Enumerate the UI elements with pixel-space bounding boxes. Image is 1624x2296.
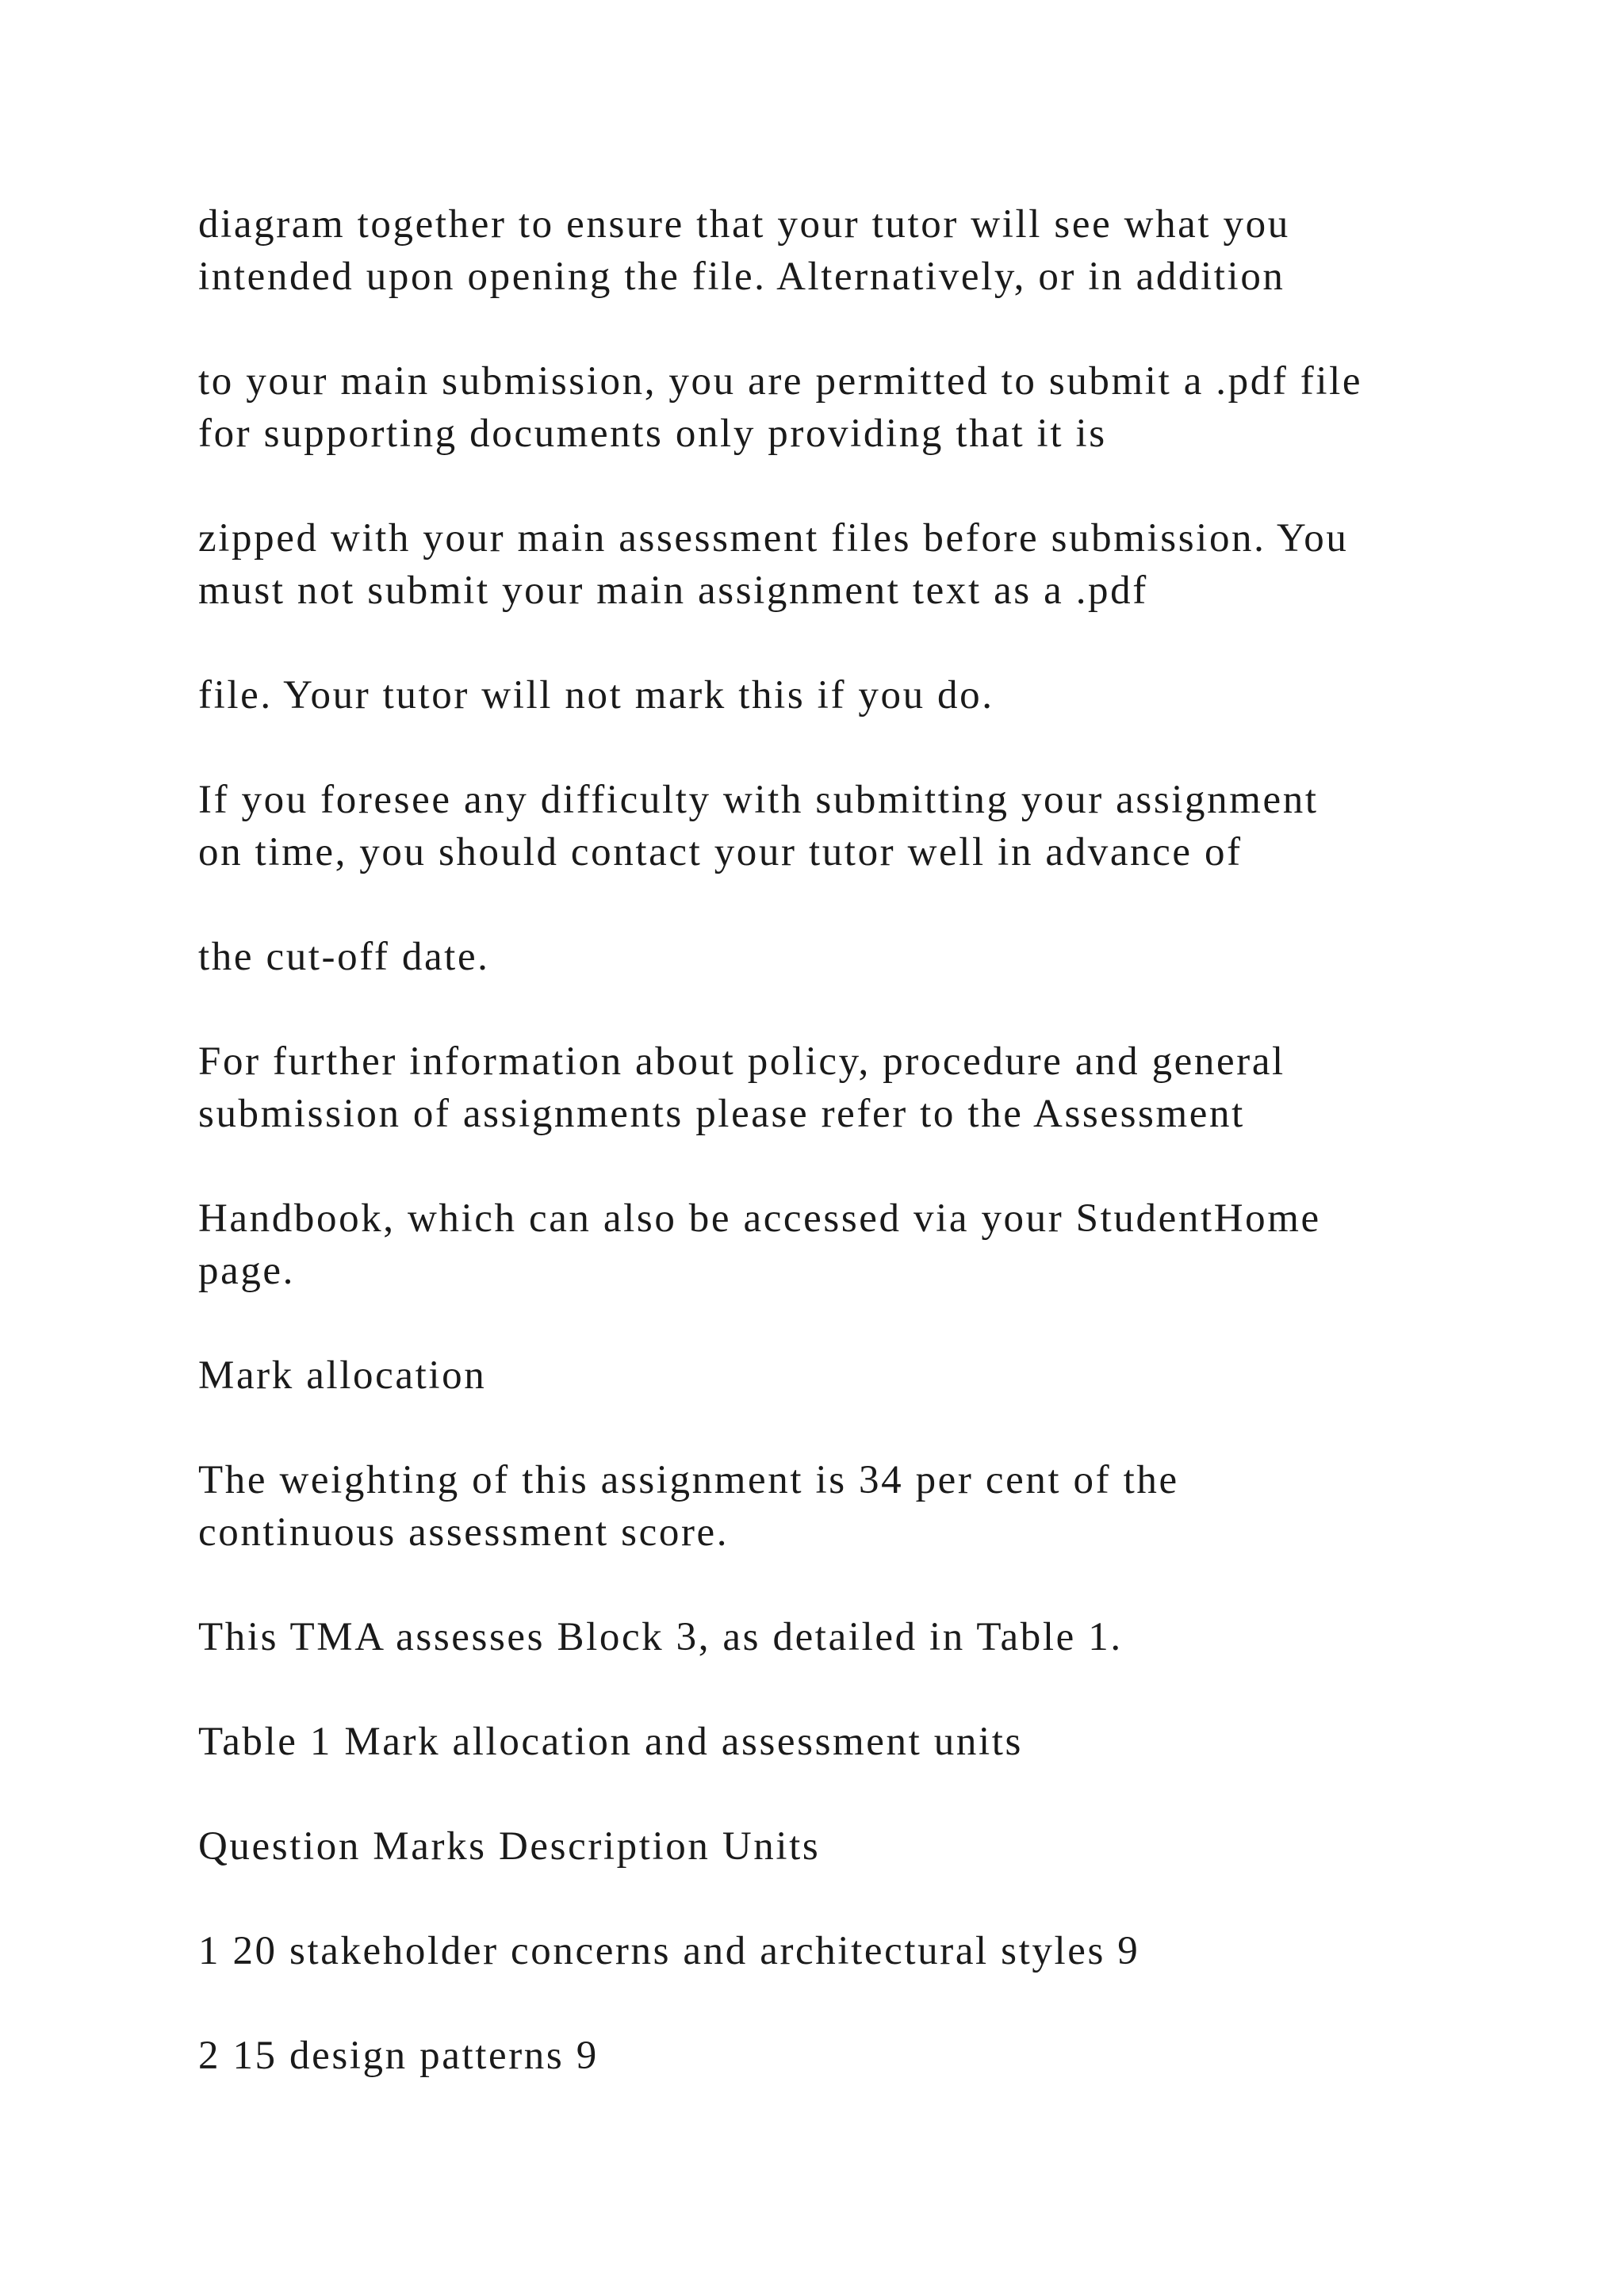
text-line: The weighting of this assignment is 34 per cent of the — [198, 1458, 1179, 1502]
text-line: Handbook, which can also be accessed via your StudentHome — [198, 1196, 1321, 1241]
text-line: If you foresee any difficulty with submitting your assignment — [198, 778, 1319, 822]
text-line: on time, you should contact your tutor well in advance of — [198, 830, 1243, 874]
text-line: file. Your tutor will not mark this if you do. — [198, 673, 994, 718]
text-line: For further information about policy, procedure and general — [198, 1039, 1285, 1084]
text-line: diagram together to ensure that your tutor will see what you — [198, 202, 1290, 247]
text-line: must not submit your main assignment text as a .pdf — [198, 568, 1148, 613]
table-row: 1 20 stakeholder concerns and architectural styles 9 — [198, 1929, 1140, 1973]
text-line: the cut-off date. — [198, 935, 490, 979]
table-header-row: Question Marks Description Units — [198, 1824, 821, 1869]
text-line: zipped with your main assessment files before submission. You — [198, 516, 1349, 561]
text-line: submission of assignments please refer to the Assessment — [198, 1092, 1245, 1136]
text-line: to your main submission, you are permitted to submit a .pdf file — [198, 359, 1363, 404]
text-line: This TMA assesses Block 3, as detailed in Table 1. — [198, 1615, 1123, 1659]
section-heading: Mark allocation — [198, 1353, 487, 1398]
text-line: for supporting documents only providing that it is — [198, 411, 1107, 456]
table-row: 2 15 design patterns 9 — [198, 2034, 599, 2078]
text-line: page. — [198, 1249, 296, 1293]
table-caption: Table 1 Mark allocation and assessment units — [198, 1720, 1023, 1764]
text-line: intended upon opening the file. Alternatively, or in addition — [198, 254, 1285, 299]
text-line: continuous assessment score. — [198, 1510, 730, 1555]
